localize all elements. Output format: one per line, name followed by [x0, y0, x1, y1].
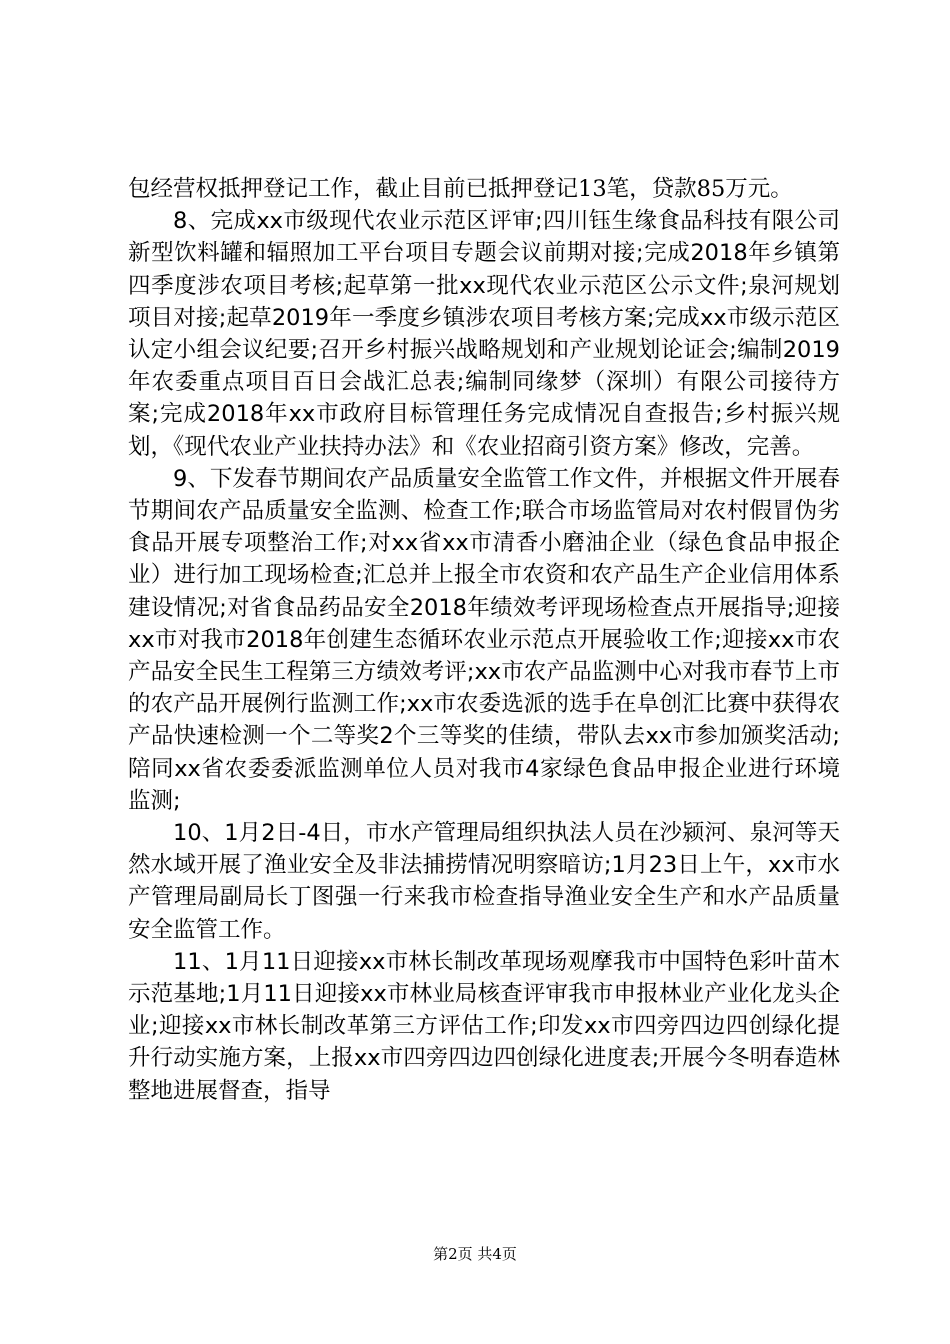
paragraph-item-8: 8、完成xx市级现代农业示范区评审;四川钰生缘食品科技有限公司新型饮料罐和辐照加工平台项目专题会议前期对接;完成2018年乡镇第四季度涉农项目考核;起草第一批xx现代农业示范区公示文件;泉河规划项目对接;起草2019年一季度乡镇涉农项目考核方案;完成xx市级示范区认定小组会议纪要;召开乡村振兴战略规划和产业规划论证会;编制2019年农委重点项目百日会战汇总表;编制同缘梦（深圳）有限公司接待方案;完成2018年xx市政府目标管理任务完成情况自查报告;乡村振兴规划，《现代农业产业扶持办法》和《农业招商引资方案》修改，完善。 — [128, 208, 840, 460]
page-number-footer: 第2页 共4页 — [433, 1245, 517, 1263]
paragraph-item-11: 11、1月11日迎接xx市林长制改革现场观摩我市中国特色彩叶苗木示范基地;1月11日迎接xx市林业局核查评审我市申报林业产业化龙头企业;迎接xx市林长制改革第三方评估工作;印发xx市四旁四边四创绿化提升行动实施方案，上报xx市四旁四边四创绿化进度表;开展今冬明春造林整地进展督查，指导 — [128, 948, 840, 1104]
paragraph-item-10: 10、1月2日-4日，市水产管理局组织执法人员在沙颍河、泉河等天然水域开展了渔业安全及非法捕捞情况明察暗访;1月23日上午，xx市水产管理局副局长丁图强一行来我市检查指导渔业安全生产和水产品质量安全监管工作。 — [128, 820, 840, 943]
paragraph-item-9: 9、下发春节期间农产品质量安全监管工作文件，并根据文件开展春节期间农产品质量安全监测、检查工作;联合市场监管局对农村假冒伪劣食品开展专项整治工作;对xx省xx市清香小磨油企业（绿色食品申报企业）进行加工现场检查;汇总并上报全市农资和农产品生产企业信用体系建设情况;对省食品药品安全2018年绩效考评现场检查点开展指导;迎接xx市对我市2018年创建生态循环农业示范点开展验收工作;迎接xx市农产品安全民生工程第三方绩效考评;xx市农产品监测中心对我市春节上市的农产品开展例行监测工作;xx市农委选派的选手在阜创汇比赛中获得农产品快速检测一个二等奖2个三等奖的佳绩，带队去xx市参加颁奖活动;陪同xx省农委委派监测单位人员对我市4家绿色食品申报企业进行环境监测; — [128, 465, 840, 814]
paragraph-continuation: 包经营权抵押登记工作，截止目前已抵押登记13笔，贷款85万元。 — [128, 176, 793, 202]
document-body — [128, 173, 840, 1107]
